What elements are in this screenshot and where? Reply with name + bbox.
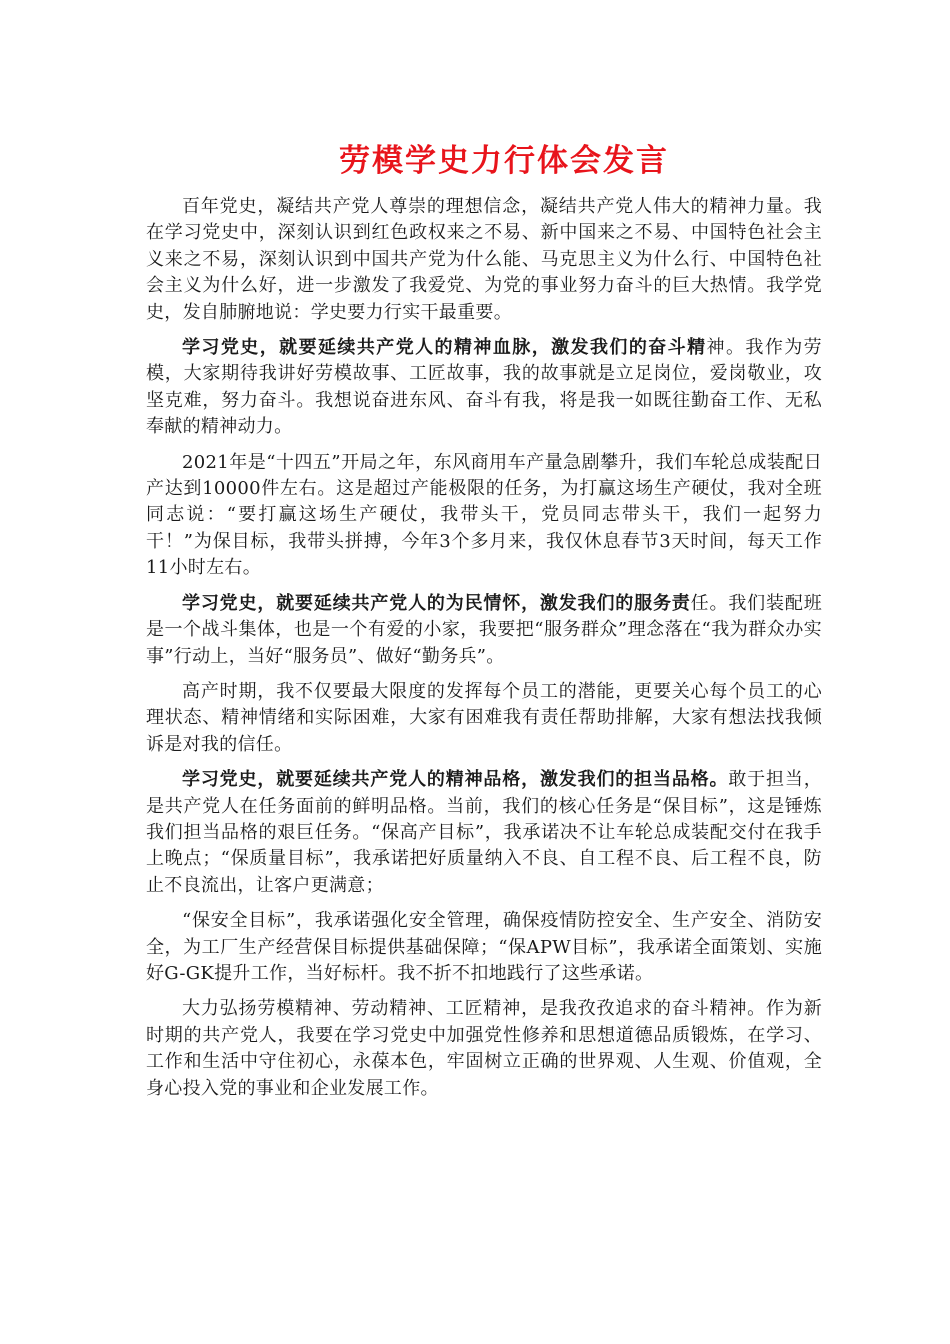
paragraph-1 [146,194,822,326]
document-title: 劳模学史力行体会发言 [339,143,669,179]
paragraph-2 [146,335,822,441]
paragraph-6-text: 敢于担当，是共产党人在任务面前的鲜明品格。当前，我们的核心任务是“保目标”，这是锤炼我们担当品格的艰巨任务。“保高产目标”，我承诺决不让车轮总成装配交付在我手上晚点；“保质量目标”，我承诺把好质量纳入不良、自工程不良、后工程不良，防止不良流出，让客户更满意； [146,769,823,896]
paragraph-4-text: 任。我们装配班是一个战斗集体，也是一个有爱的小家，我要把“服务群众”理念落在“我为群众办实事”行动上，当好“服务员”、做好“勤务兵”。 [146,592,822,667]
paragraph-4-heading: 学习党史，就要延续共产党人的为民情怀，激发我们的服务责 [182,592,691,614]
paragraph-1-text: 百年党史，凝结共产党人尊崇的理想信念，凝结共产党人伟大的精神力量。我在学习党史中，深刻认识到红色政权来之不易、新中国来之不易、中国特色社会主义来之不易，深刻认识到中国共产党为什么能、马克思主义为什么行、中国特色社会主义为什么好，进一步激发了我爱党、为党的事业努力奋斗的巨大热情。我学党史，发自肺腑地说：学史要力行实干最重要。 [146,196,822,323]
paragraph-5-text: 高产时期，我不仅要最大限度的发挥每个员工的潜能，更要关心每个员工的心理状态、精神情绪和实际困难，大家有困难我有责任帮助排解，大家有想法找我倾诉是对我的信任。 [146,680,822,755]
paragraph-2-text: 神。我作为劳模，大家期待我讲好劳模故事、工匠故事，我的故事就是立足岗位，爱岗敬业，攻坚克难，努力奋斗。我想说奋进东风、奋斗有我，将是我一如既往勤奋工作、无私奉献的精神动力。 [146,337,822,438]
paragraph-5 [146,679,822,758]
paragraph-7 [146,908,822,987]
paragraph-6-heading: 学习党史，就要延续共产党人的精神品格，激发我们的担当品格。 [182,769,729,791]
paragraph-2-heading: 学习党史，就要延续共产党人的精神血脉，激发我们的奋斗精 [182,337,707,359]
paragraph-7-text: “保安全目标”，我承诺强化安全管理，确保疫情防控安全、生产安全、消防安全，为工厂生产经营保目标提供基础保障；“保APW目标”，我承诺全面策划、实施好G-GK提升工作，当好标杆。我不折不扣地践行了这些承诺。 [146,910,822,984]
paragraph-8-text: 大力弘扬劳模精神、劳动精神、工匠精神，是我孜孜追求的奋斗精神。作为新时期的共产党人，我要在学习党史中加强党性修养和思想道德品质锻炼，在学习、工作和生活中守住初心，永葆本色，牢固树立正确的世界观、人生观、价值观，全身心投入党的事业和企业发展工作。 [146,998,822,1099]
document-page [146,130,822,1111]
paragraph-8 [146,996,822,1102]
paragraph-3 [146,450,822,582]
paragraph-6 [146,767,822,899]
paragraph-3-text: 2021年是“十四五”开局之年，东风商用车产量急剧攀升，我们车轮总成装配日产达到10000件左右。这是超过产能极限的任务，为打赢这场生产硬仗，我对全班同志说：“要打赢这场生产硬仗，我带头干，党员同志带头干，我们一起努力干！”为保目标，我带头拼搏，今年3个多月来，我仅休息春节3天时间，每天工作11小时左右。 [146,451,822,579]
paragraph-4 [146,591,822,670]
